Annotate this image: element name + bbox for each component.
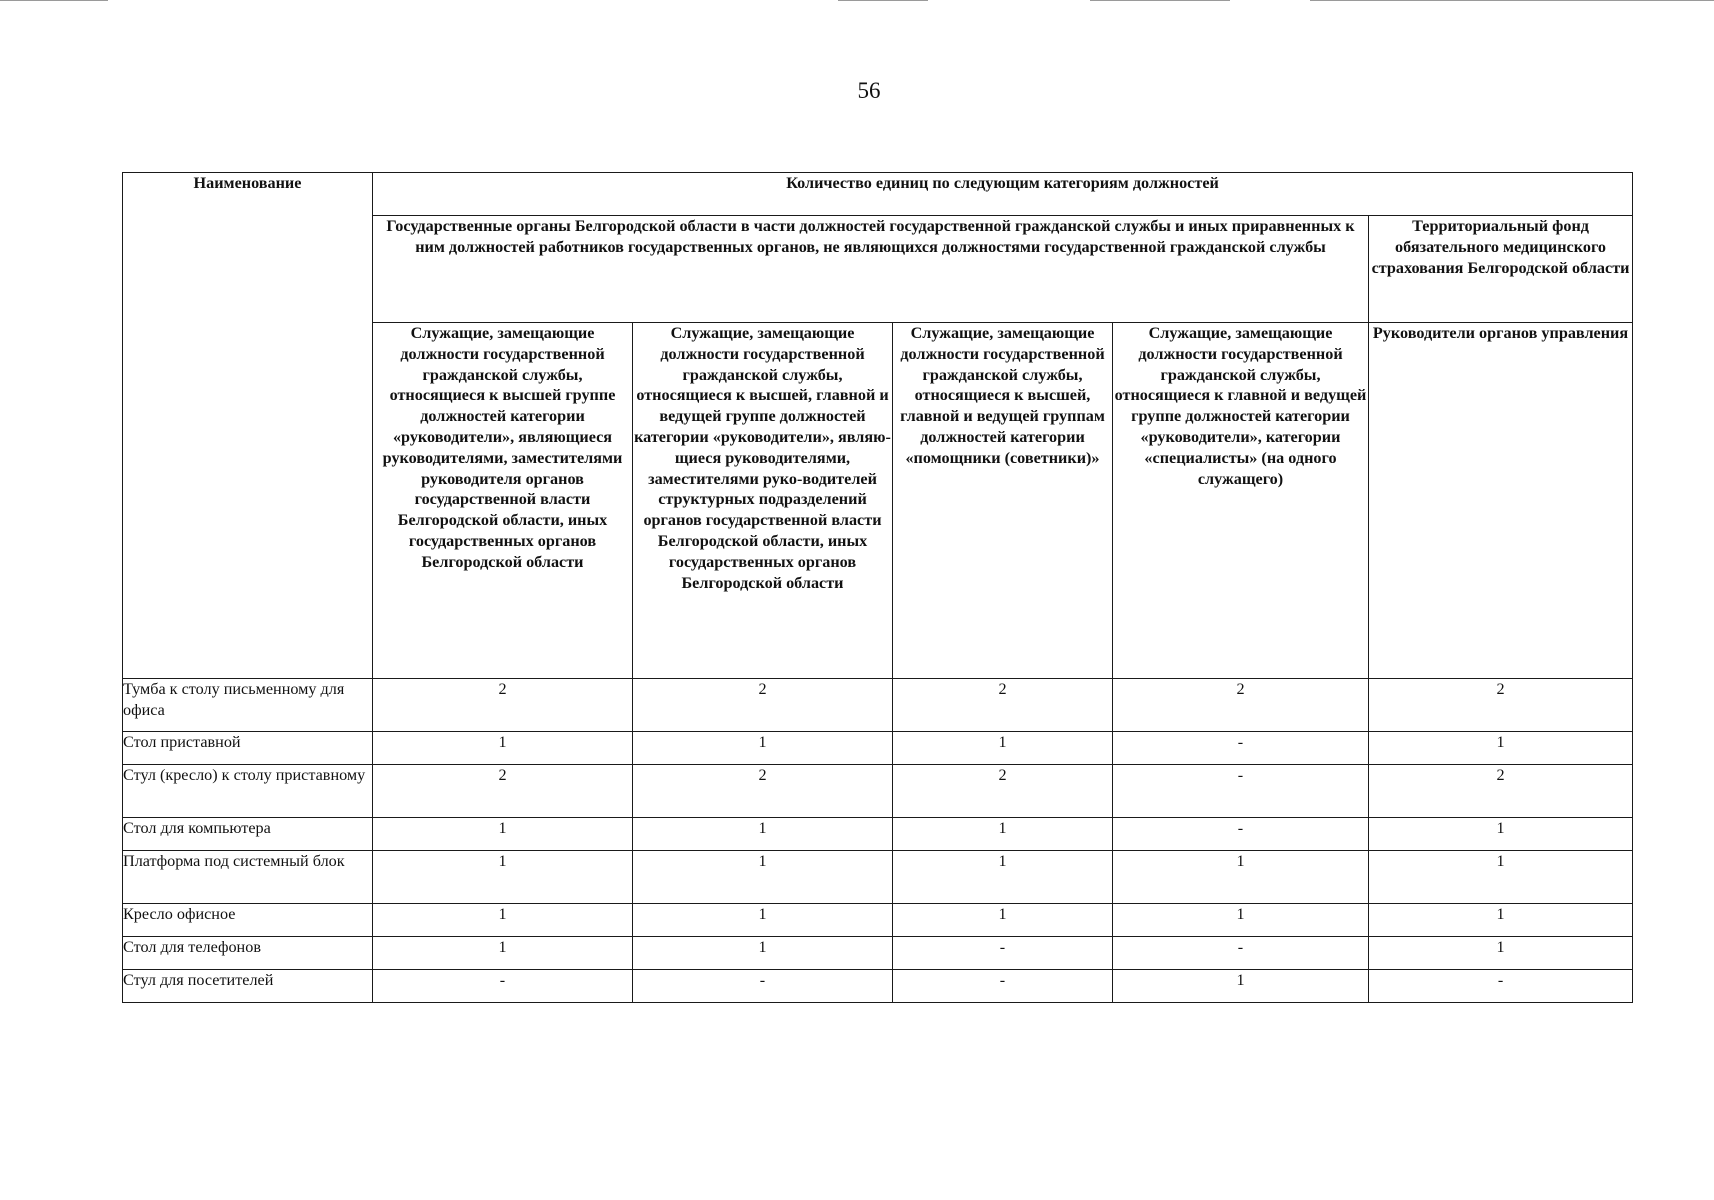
item-name: Кресло офисное <box>123 904 373 937</box>
item-name: Тумба к столу письменному для офиса <box>123 679 373 732</box>
quantity-cell: - <box>893 970 1113 1003</box>
quantity-cell: - <box>1113 732 1369 765</box>
table-row <box>123 851 1633 904</box>
quantity-cell: - <box>893 937 1113 970</box>
item-name: Стул (кресло) к столу приставному <box>123 765 373 818</box>
quantity-cell: 2 <box>1369 765 1633 818</box>
quantity-cell: - <box>1369 970 1633 1003</box>
quantity-cell: 1 <box>373 818 633 851</box>
state-bodies-group-header: Государственные органы Белгородской области в части должностей государственной гражданской службы и иных приравненных к ним должностей работников государственных органов, не являющихся должностями государственной гражданской службы <box>373 216 1369 323</box>
quantity-cell: - <box>1113 765 1369 818</box>
quantity-cell: 1 <box>1369 851 1633 904</box>
quantity-cell: 1 <box>373 937 633 970</box>
quantity-cell: - <box>633 970 893 1003</box>
quantity-cell: 2 <box>893 765 1113 818</box>
table-row <box>123 679 1633 732</box>
quantity-cell: 2 <box>893 679 1113 732</box>
quantity-cell: 1 <box>633 851 893 904</box>
category-header: Служащие, замещающие должности государственной гражданской службы, относящиеся к главной и ведущей группе должностей категории «руководители», категории «специалисты» (на одного служащего) <box>1113 323 1369 679</box>
quantity-cell: 1 <box>633 732 893 765</box>
quantity-cell: 2 <box>633 679 893 732</box>
quantity-cell: 1 <box>373 904 633 937</box>
category-header: Служащие, замещающие должности государственной гражданской службы, относящиеся к высшей группе должностей категории «руководители», являющиеся руководителями, заместителями руководителя органов государственной власти Белгородской области, иных государственных органов Белгородской области <box>373 323 633 679</box>
quantity-cell: 2 <box>1113 679 1369 732</box>
quantity-cell: 1 <box>373 851 633 904</box>
quantity-cell: 1 <box>1113 904 1369 937</box>
quantity-cell: 2 <box>1369 679 1633 732</box>
item-name: Платформа под системный блок <box>123 851 373 904</box>
quantity-cell: 1 <box>633 904 893 937</box>
table-row <box>123 818 1633 851</box>
quantity-cell: 2 <box>633 765 893 818</box>
scan-artifact-line <box>1310 0 1714 1</box>
category-header: Служащие, замещающие должности государственной гражданской службы, относящиеся к высшей, главной и ведущей группам должностей категории «помощники (советники)» <box>893 323 1113 679</box>
quantity-cell: 1 <box>1369 937 1633 970</box>
quantity-cell: 1 <box>1369 818 1633 851</box>
category-header: Служащие, замещающие должности государственной гражданской службы, относящиеся к высшей, главной и ведущей группе должностей категории «руководители», являю-щиеся руководителями, заместителями руко-водителей структурных подразделений органов государственной власти Белгородской области, иных государственных органов Белгородской области <box>633 323 893 679</box>
table-row <box>123 970 1633 1003</box>
item-name: Стул для посетителей <box>123 970 373 1003</box>
quantity-cell: 1 <box>893 851 1113 904</box>
medical-fund-group-header: Территориальный фонд обязательного медицинского страхования Белгородской области <box>1369 216 1633 323</box>
furniture-norms-table <box>122 172 1633 1003</box>
table-row <box>123 732 1633 765</box>
quantity-cell: 2 <box>373 765 633 818</box>
quantity-cell: 1 <box>893 732 1113 765</box>
quantity-header: Количество единиц по следующим категориям должностей <box>373 173 1633 216</box>
item-name: Стол для телефонов <box>123 937 373 970</box>
table-row <box>123 904 1633 937</box>
quantity-cell: 1 <box>893 818 1113 851</box>
quantity-cell: 1 <box>1369 732 1633 765</box>
item-name: Стол для компьютера <box>123 818 373 851</box>
quantity-cell: - <box>1113 937 1369 970</box>
quantity-cell: 1 <box>893 904 1113 937</box>
scan-artifact-line <box>0 0 108 1</box>
table-row <box>123 765 1633 818</box>
scan-artifact-line <box>838 0 928 1</box>
page-number: 56 <box>857 78 881 103</box>
quantity-cell: - <box>373 970 633 1003</box>
quantity-cell: 1 <box>1113 851 1369 904</box>
quantity-cell: 1 <box>633 937 893 970</box>
table-row <box>123 937 1633 970</box>
quantity-cell: 1 <box>373 732 633 765</box>
scan-artifact-line <box>1090 0 1230 1</box>
quantity-cell: 1 <box>633 818 893 851</box>
category-header: Руководители органов управления <box>1369 323 1633 679</box>
quantity-cell: - <box>1113 818 1369 851</box>
name-column-header: Наименование <box>123 173 373 679</box>
item-name: Стол приставной <box>123 732 373 765</box>
quantity-cell: 2 <box>373 679 633 732</box>
quantity-cell: 1 <box>1369 904 1633 937</box>
quantity-cell: 1 <box>1113 970 1369 1003</box>
